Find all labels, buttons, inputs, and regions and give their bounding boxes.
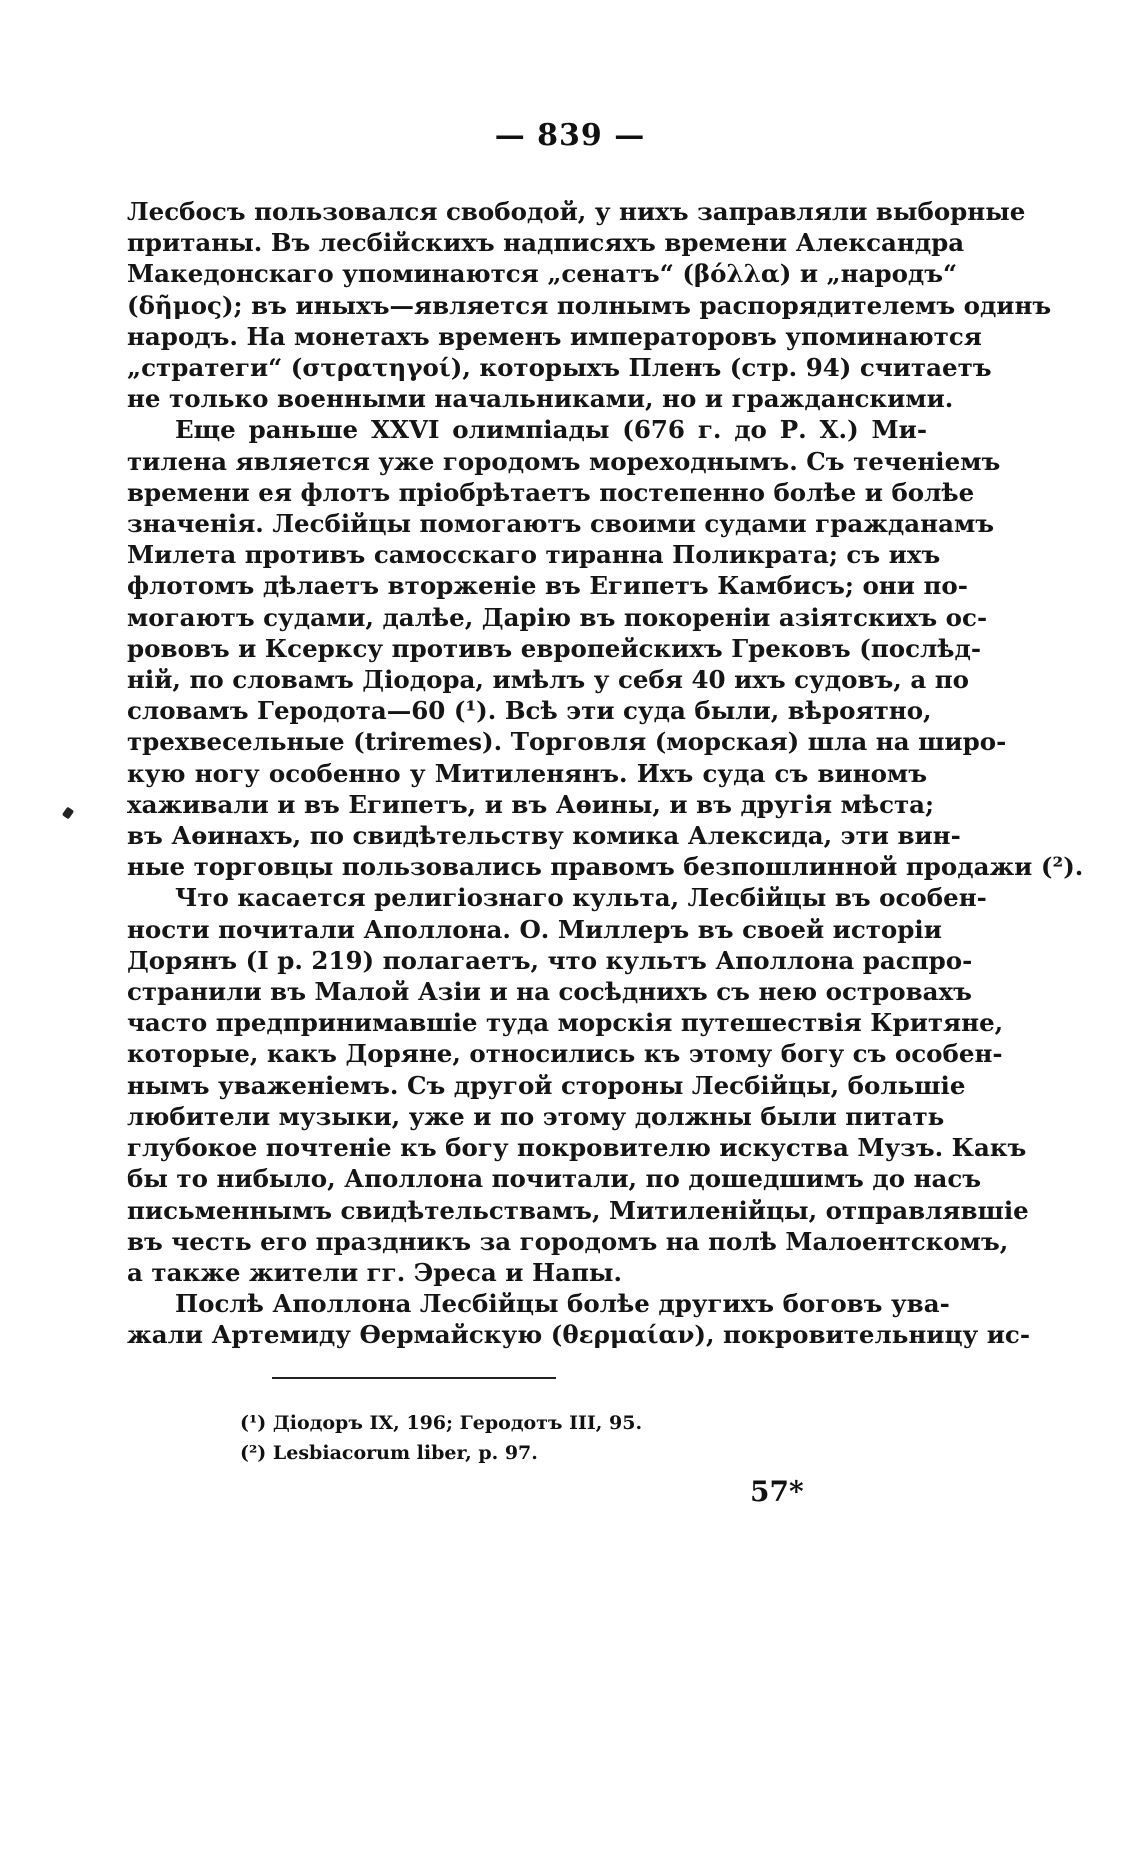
footnote-2: (²) Lesbiacorum liber, p. 97. [240, 1442, 538, 1464]
footnotes [240, 1408, 642, 1468]
text-line: письменнымъ свидѣтельствамъ, Митиленійцы, отправлявшіе [127, 1195, 1029, 1225]
text-line: а также жители гг. Эреса и Напы. [127, 1257, 623, 1287]
text-line: могаютъ судами, далѣе, Дарію въ покореніи азіятскихъ ос- [127, 602, 988, 632]
text-line: кую ногу особенно у Митиленянъ. Ихъ суда съ виномъ [127, 758, 927, 788]
footnote-separator [272, 1377, 556, 1379]
text-line: пританы. Въ лесбійскихъ надписяхъ времени Александра [127, 228, 965, 258]
text-line: Еще раньше XXVI олимпіады (676 г. до Р. Х.) Ми- [175, 415, 927, 445]
text-line: (δῆμος); въ иныхъ—является полнымъ распорядителемъ одинъ [127, 290, 1052, 320]
text-line: флотомъ дѣлаетъ вторженіе въ Египетъ Камбисъ; они по- [127, 571, 968, 601]
text-line: Дорянъ (I p. 219) полагаетъ, что культъ Аполлона распро- [127, 945, 973, 975]
text-line: глубокое почтеніе къ богу покровителю искуства Музъ. Какъ [127, 1133, 1027, 1163]
text-line: „стратеги“ (στρατηγοί), которыхъ Пленъ (стр. 94) считаетъ [127, 353, 992, 383]
text-line: времени ея флотъ пріобрѣтаетъ постепенно болѣе и болѣе [127, 477, 975, 507]
text-line: которые, какъ Доряне, относились къ этому богу съ особен- [127, 1039, 1003, 1069]
text-line: нымъ уваженіемъ. Съ другой стороны Лесбійцы, большіе [127, 1070, 966, 1100]
text-line: любители музыки, уже и по этому должны были питать [127, 1101, 945, 1131]
text-line: въ честь его праздникъ за городомъ на полѣ Малоентскомъ, [127, 1226, 1009, 1256]
footnote-1: (¹) Діодоръ IX, 196; Геродотъ III, 95. [240, 1412, 643, 1434]
text-line: Что касается религіознаго культа, Лесбійцы въ особен- [175, 883, 987, 913]
text-line: трехвесельные (triremes). Торговля (морская) шла на широ- [127, 727, 1007, 757]
page-number: — 839 — [494, 118, 646, 153]
text-line: ній, по словамъ Діодора, имѣлъ у себя 40 ихъ судовъ, а по [127, 665, 969, 695]
text-line: хаживали и въ Египетъ, и въ Аѳины, и въ другія мѣста; [127, 789, 935, 819]
text-line: Македонскаго упоминаются „сенатъ“ (βόλλα) и „народъ“ [127, 259, 958, 289]
text-line: значенія. Лесбійцы помогаютъ своими судами гражданамъ [127, 509, 995, 539]
text-line: Лесбосъ пользовался свободой, у нихъ заправляли выборные [127, 197, 1026, 226]
text-line: ные торговцы пользовались правомъ безпошлинной продажи (²). [127, 852, 1084, 882]
text-line: словамъ Геродота—60 (¹). Всѣ эти суда были, вѣроятно, [127, 696, 932, 726]
signature-mark: 57* [750, 1475, 804, 1508]
text-line: Послѣ Аполлона Лесбійцы болѣе другихъ боговъ ува- [175, 1289, 950, 1319]
text-line: рововъ и Ксерксу противъ европейскихъ Грековъ (послѣд- [127, 633, 982, 663]
text-line: ности почитали Аполлона. О. Миллеръ въ своей исторіи [127, 914, 942, 944]
body-text [127, 196, 1084, 1351]
text-line: Милета противъ самосскаго тиранна Поликрата; съ ихъ [127, 540, 941, 570]
text-line: народъ. На монетахъ временъ императоровъ упоминаются [127, 321, 982, 351]
text-line: тилена является уже городомъ мореходнымъ. Съ теченіемъ [127, 446, 1001, 476]
text-line: часто предпринимавшіе туда морскія путешествія Критяне, [127, 1008, 1004, 1038]
text-line: не только военными начальниками, но и гражданскими. [127, 384, 954, 414]
text-line: въ Аѳинахъ, по свидѣтельству комика Алексида, эти вин- [127, 821, 961, 851]
text-line: жали Артемиду Ѳермайскую (θερμαίαν), покровительницу ис- [127, 1320, 1031, 1350]
text-line: странили въ Малой Азіи и на сосѣднихъ съ нею островахъ [127, 977, 972, 1007]
text-line: бы то нибыло, Аполлона почитали, по дошедшимъ до насъ [127, 1164, 982, 1194]
margin-mark [62, 807, 74, 820]
